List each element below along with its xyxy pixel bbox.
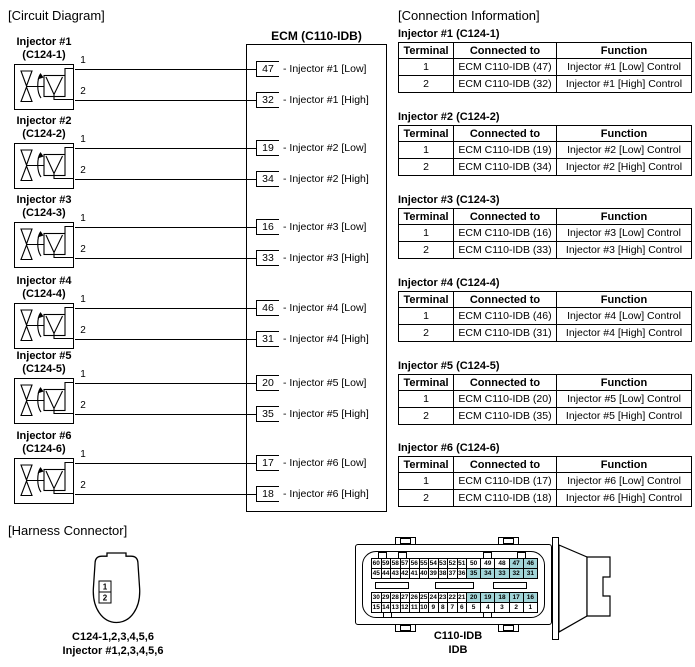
injector-connector-code: (C124-4) (22, 288, 66, 300)
table-header-cell: Function (557, 375, 692, 391)
connection-table-title: Injector #2 (C124-2) (398, 111, 500, 123)
table-cell: 2 (399, 325, 454, 342)
ecm-pin-entry (256, 92, 369, 108)
connection-table-group (398, 442, 691, 507)
c110-lock-tab (498, 537, 519, 545)
ecm-pin-number: 18 (256, 486, 279, 502)
table-row (399, 490, 692, 507)
ecm-pin-entry (256, 250, 369, 266)
c110-pin-row (372, 603, 538, 613)
ecm-pin-entry (256, 140, 366, 156)
c110-pin-cell: 37 (448, 570, 456, 577)
table-cell: Injector #2 [Low] Control (557, 142, 692, 159)
terminal-1-label: 1 (80, 213, 86, 224)
injector-symbol-box (14, 303, 74, 349)
c110-bracket-clamp (587, 557, 610, 616)
injector-symbol (15, 379, 73, 423)
ecm-pin-label: - Injector #6 [Low] (283, 457, 367, 469)
connection-table-title: Injector #3 (C124-3) (398, 194, 500, 206)
c110-pin-cell: 57 (401, 560, 409, 567)
c110-pin-cell: 20 (467, 593, 481, 603)
connection-table-group (398, 194, 691, 259)
wire-injector-low (75, 308, 256, 309)
c110-pin-cell: 31 (523, 569, 537, 579)
table-cell: 2 (399, 159, 454, 176)
c110-pin-cell: 12 (401, 604, 409, 611)
ecm-pin-number: 31 (256, 331, 279, 347)
ecm-pin-number: 34 (256, 171, 279, 187)
table-cell: ECM C110-IDB (20) (454, 391, 557, 408)
table-row (399, 142, 692, 159)
c110-pin-cell: 32 (509, 569, 523, 579)
ecm-pin-label: - Injector #5 [High] (283, 408, 369, 420)
injector-name: Injector #3 (16, 194, 72, 206)
connection-table-title: Injector #5 (C124-5) (398, 360, 500, 372)
table-cell: 2 (399, 76, 454, 93)
table-row (399, 225, 692, 242)
ecm-pin-label: - Injector #3 [Low] (283, 221, 367, 233)
connection-table (398, 42, 692, 93)
ecm-pin-number: 19 (256, 140, 279, 156)
c110-pin-cell: 15 (372, 604, 380, 611)
c110-bracket-taper (559, 545, 587, 632)
c110-pin-cell: 58 (391, 560, 399, 567)
ecm-pin-entry (256, 171, 369, 187)
c124-caption-code: C124-1,2,3,4,5,6 (72, 631, 154, 643)
c110-pin-cell: 34 (481, 569, 495, 579)
ecm-pin-entry (256, 406, 369, 422)
table-header-cell: Function (557, 292, 692, 308)
table-cell: 1 (399, 391, 454, 408)
c110-pin-cell: 40 (420, 570, 428, 577)
c110-flange (552, 537, 559, 640)
ecm-pin-label: - Injector #6 [High] (283, 488, 369, 500)
wire-injector-low (75, 69, 256, 70)
injector-name: Injector #1 (16, 36, 72, 48)
table-row (399, 391, 692, 408)
c110-pin-cell: 45 (372, 570, 380, 577)
c110-pin-cell: 43 (391, 570, 399, 577)
table-cell: Injector #1 [High] Control (557, 76, 692, 93)
injector-symbol-box (14, 378, 74, 424)
table-row (399, 59, 692, 76)
c110-pin-cell: 5 (467, 603, 481, 613)
c110-pin-cell: 44 (382, 570, 390, 577)
injector-connector-code: (C124-6) (22, 443, 66, 455)
c110-pin-cell: 22 (448, 594, 456, 601)
wire-injector-high (75, 494, 256, 495)
c110-pin-cell: 36 (458, 570, 466, 577)
table-header-cell: Connected to (454, 292, 557, 308)
table-cell: 1 (399, 225, 454, 242)
ecm-pin-number: 20 (256, 375, 279, 391)
table-cell: Injector #2 [High] Control (557, 159, 692, 176)
c110-caption-code: C110-IDB (433, 630, 483, 642)
table-cell: 1 (399, 308, 454, 325)
ecm-pin-label: - Injector #1 [Low] (283, 63, 367, 75)
c110-pin-cell: 14 (382, 604, 390, 611)
c110-pin-cell: 49 (481, 559, 495, 569)
table-cell: 1 (399, 59, 454, 76)
c110-pin-cell: 53 (439, 560, 447, 567)
ecm-pin-label: - Injector #4 [High] (283, 333, 369, 345)
table-cell: 1 (399, 473, 454, 490)
injector-symbol (15, 144, 73, 188)
table-cell: ECM C110-IDB (18) (454, 490, 557, 507)
table-cell: Injector #3 [High] Control (557, 242, 692, 259)
table-header-cell: Terminal (399, 292, 454, 308)
c110-pin-cell: 4 (481, 603, 495, 613)
c124-cavity-1-number: 1 (102, 582, 108, 592)
terminal-1-label: 1 (80, 294, 86, 305)
c110-pin-cell: 11 (410, 604, 418, 611)
table-cell: Injector #6 [High] Control (557, 490, 692, 507)
wire-injector-high (75, 179, 256, 180)
table-header-cell: Terminal (399, 375, 454, 391)
c110-pin-bank (371, 558, 538, 579)
terminal-2-label: 2 (80, 244, 86, 255)
c110-pin-cell: 9 (429, 603, 439, 613)
injector-name: Injector #5 (16, 350, 72, 362)
terminal-1-label: 1 (80, 369, 86, 380)
ecm-pin-number: 47 (256, 61, 279, 77)
ecm-pin-number: 46 (256, 300, 279, 316)
connection-table-group (398, 277, 691, 342)
c110-pin-cell: 6 (457, 603, 467, 613)
table-cell: ECM C110-IDB (33) (454, 242, 557, 259)
ecm-pin-entry (256, 375, 366, 391)
c110-pin-cell: 23 (439, 594, 447, 601)
table-header-cell: Terminal (399, 209, 454, 225)
table-cell: 1 (399, 142, 454, 159)
c110-pin-cell: 56 (410, 560, 418, 567)
c110-pin-cell: 60 (372, 560, 380, 567)
ecm-pin-entry (256, 300, 366, 316)
injector-symbol-box (14, 64, 74, 110)
c110-pin-cell: 16 (523, 593, 537, 603)
c110-pin-bank (371, 592, 538, 613)
table-row (399, 408, 692, 425)
wire-injector-high (75, 339, 256, 340)
injector-symbol-box (14, 222, 74, 268)
ecm-pin-label: - Injector #2 [High] (283, 173, 369, 185)
section-label-harness-connector: [Harness Connector] (8, 523, 128, 538)
connection-table-group (398, 111, 691, 176)
table-row (399, 76, 692, 93)
table-header-cell: Terminal (399, 126, 454, 142)
table-header-cell: Terminal (399, 43, 454, 59)
table-cell: ECM C110-IDB (47) (454, 59, 557, 76)
c110-pin-cell: 10 (420, 604, 428, 611)
c110-pin-cell: 33 (495, 569, 509, 579)
c110-pin-cell: 21 (458, 594, 466, 601)
table-header-cell: Connected to (454, 375, 557, 391)
table-cell: 2 (399, 490, 454, 507)
connection-table-group (398, 28, 691, 93)
c110-pin-cell: 48 (495, 559, 509, 569)
c110-pin-cell: 46 (523, 559, 537, 569)
table-cell: Injector #5 [Low] Control (557, 391, 692, 408)
ecm-pin-label: - Injector #3 [High] (283, 252, 369, 264)
table-cell: 2 (399, 242, 454, 259)
table-header-cell: Connected to (454, 43, 557, 59)
ecm-box (246, 44, 387, 512)
c110-pin-cell: 41 (410, 570, 418, 577)
table-cell: Injector #1 [Low] Control (557, 59, 692, 76)
c110-pin-cell: 30 (372, 594, 380, 601)
c110-pin-cell: 3 (495, 603, 509, 613)
ecm-title: ECM (C110-IDB) (271, 29, 362, 43)
injector-name: Injector #4 (16, 275, 72, 287)
c110-pin-cell: 51 (458, 560, 466, 567)
ecm-pin-entry (256, 331, 369, 347)
ecm-pin-number: 17 (256, 455, 279, 471)
connection-table (398, 291, 692, 342)
terminal-1-label: 1 (80, 134, 86, 145)
connection-table-title: Injector #4 (C124-4) (398, 277, 500, 289)
c110-pin-cell: 59 (382, 560, 390, 567)
ecm-pin-label: - Injector #4 [Low] (283, 302, 367, 314)
c110-pin-cell: 39 (429, 570, 437, 577)
wire-injector-high (75, 258, 256, 259)
c110-lock-tab-inner (503, 538, 514, 544)
connection-table-title: Injector #1 (C124-1) (398, 28, 500, 40)
c110-pin-cell: 17 (509, 593, 523, 603)
table-cell: Injector #5 [High] Control (557, 408, 692, 425)
ecm-pin-entry (256, 486, 369, 502)
table-row (399, 308, 692, 325)
table-cell: ECM C110-IDB (32) (454, 76, 557, 93)
injector-symbol (15, 65, 73, 109)
ecm-pin-entry (256, 455, 366, 471)
connection-table (398, 456, 692, 507)
c110-pin-cell: 27 (401, 594, 409, 601)
c110-pin-cell: 25 (420, 594, 428, 601)
c110-center-slot (435, 582, 474, 589)
c110-pin-cell: 18 (495, 593, 509, 603)
terminal-1-label: 1 (80, 449, 86, 460)
wire-injector-low (75, 383, 256, 384)
c110-mount-bracket (559, 540, 613, 635)
terminal-2-label: 2 (80, 86, 86, 97)
c110-pin-cell: 29 (382, 594, 390, 601)
injector-connector-code: (C124-5) (22, 363, 66, 375)
c110-pin-cell: 7 (448, 603, 458, 613)
table-cell: ECM C110-IDB (35) (454, 408, 557, 425)
ecm-pin-number: 35 (256, 406, 279, 422)
wire-injector-low (75, 463, 256, 464)
c124-cavity-2-number: 2 (102, 593, 108, 603)
connection-table-group (398, 360, 691, 425)
c110-pin-row (372, 593, 538, 603)
table-row (399, 473, 692, 490)
table-header-cell: Function (557, 126, 692, 142)
table-cell: 2 (399, 408, 454, 425)
c110-pin-cell: 26 (410, 594, 418, 601)
table-row (399, 159, 692, 176)
table-header-cell: Connected to (454, 126, 557, 142)
c110-pin-row (372, 569, 538, 579)
c110-lock-tab (395, 537, 416, 545)
c110-pin-cell: 28 (391, 594, 399, 601)
table-row (399, 325, 692, 342)
table-header-cell: Connected to (454, 209, 557, 225)
terminal-2-label: 2 (80, 480, 86, 491)
injector-symbol-box (14, 143, 74, 189)
injector-name: Injector #2 (16, 115, 72, 127)
ecm-pin-entry (256, 219, 366, 235)
ecm-pin-number: 33 (256, 250, 279, 266)
connection-table-title: Injector #6 (C124-6) (398, 442, 500, 454)
c110-pin-cell: 1 (523, 603, 537, 613)
ecm-pin-number: 32 (256, 92, 279, 108)
c110-pin-cell: 8 (438, 603, 448, 613)
c110-lock-tab-inner (400, 538, 411, 544)
c110-caption-name: IDB (448, 644, 468, 656)
connection-table (398, 125, 692, 176)
c110-pin-cell: 47 (509, 559, 523, 569)
table-cell: ECM C110-IDB (19) (454, 142, 557, 159)
wire-injector-high (75, 414, 256, 415)
table-cell: ECM C110-IDB (46) (454, 308, 557, 325)
table-cell: Injector #4 [Low] Control (557, 308, 692, 325)
table-header-cell: Connected to (454, 457, 557, 473)
c110-pin-cell: 38 (439, 570, 447, 577)
c110-pin-cell: 19 (481, 593, 495, 603)
ecm-pin-entry (256, 61, 366, 77)
injector-connector-code: (C124-2) (22, 128, 66, 140)
injector-connector-code: (C124-1) (22, 49, 66, 61)
table-header-cell: Function (557, 209, 692, 225)
injector-symbol (15, 304, 73, 348)
table-cell: Injector #3 [Low] Control (557, 225, 692, 242)
c110-pin-row (372, 559, 538, 569)
c124-caption-name: Injector #1,2,3,4,5,6 (62, 645, 164, 657)
ecm-pin-label: - Injector #2 [Low] (283, 142, 367, 154)
table-cell: ECM C110-IDB (31) (454, 325, 557, 342)
table-cell: ECM C110-IDB (34) (454, 159, 557, 176)
c110-pin-cell: 50 (467, 559, 481, 569)
injector-name: Injector #6 (16, 430, 72, 442)
table-cell: Injector #4 [High] Control (557, 325, 692, 342)
terminal-2-label: 2 (80, 325, 86, 336)
ecm-pin-number: 16 (256, 219, 279, 235)
table-row (399, 242, 692, 259)
table-header-cell: Function (557, 43, 692, 59)
wire-injector-low (75, 148, 256, 149)
connection-table (398, 374, 692, 425)
c110-pin-cell: 54 (429, 560, 437, 567)
c110-center-slot (493, 582, 527, 589)
terminal-1-label: 1 (80, 55, 86, 66)
table-header-cell: Terminal (399, 457, 454, 473)
c110-pin-cell: 52 (448, 560, 456, 567)
ecm-pin-label: - Injector #1 [High] (283, 94, 369, 106)
wire-injector-high (75, 100, 256, 101)
c110-pin-cell: 2 (509, 603, 523, 613)
c124-connector-drawing (92, 552, 141, 624)
c110-pin-cell: 35 (467, 569, 481, 579)
section-label-circuit-diagram: [Circuit Diagram] (8, 8, 105, 23)
injector-symbol (15, 223, 73, 267)
section-label-connection-information: [Connection Information] (398, 8, 540, 23)
wire-injector-low (75, 227, 256, 228)
table-cell: ECM C110-IDB (16) (454, 225, 557, 242)
injector-connector-code: (C124-3) (22, 207, 66, 219)
injector-symbol-box (14, 458, 74, 504)
c110-pin-cell: 42 (401, 570, 409, 577)
table-header-cell: Function (557, 457, 692, 473)
table-cell: ECM C110-IDB (17) (454, 473, 557, 490)
table-cell: Injector #6 [Low] Control (557, 473, 692, 490)
c110-pin-cell: 13 (391, 604, 399, 611)
injector-symbol (15, 459, 73, 503)
terminal-2-label: 2 (80, 165, 86, 176)
ecm-pin-label: - Injector #5 [Low] (283, 377, 367, 389)
c110-pin-cell: 24 (429, 594, 437, 601)
connection-table (398, 208, 692, 259)
c110-center-slot (375, 582, 409, 589)
c110-pin-cell: 55 (420, 560, 428, 567)
terminal-2-label: 2 (80, 400, 86, 411)
